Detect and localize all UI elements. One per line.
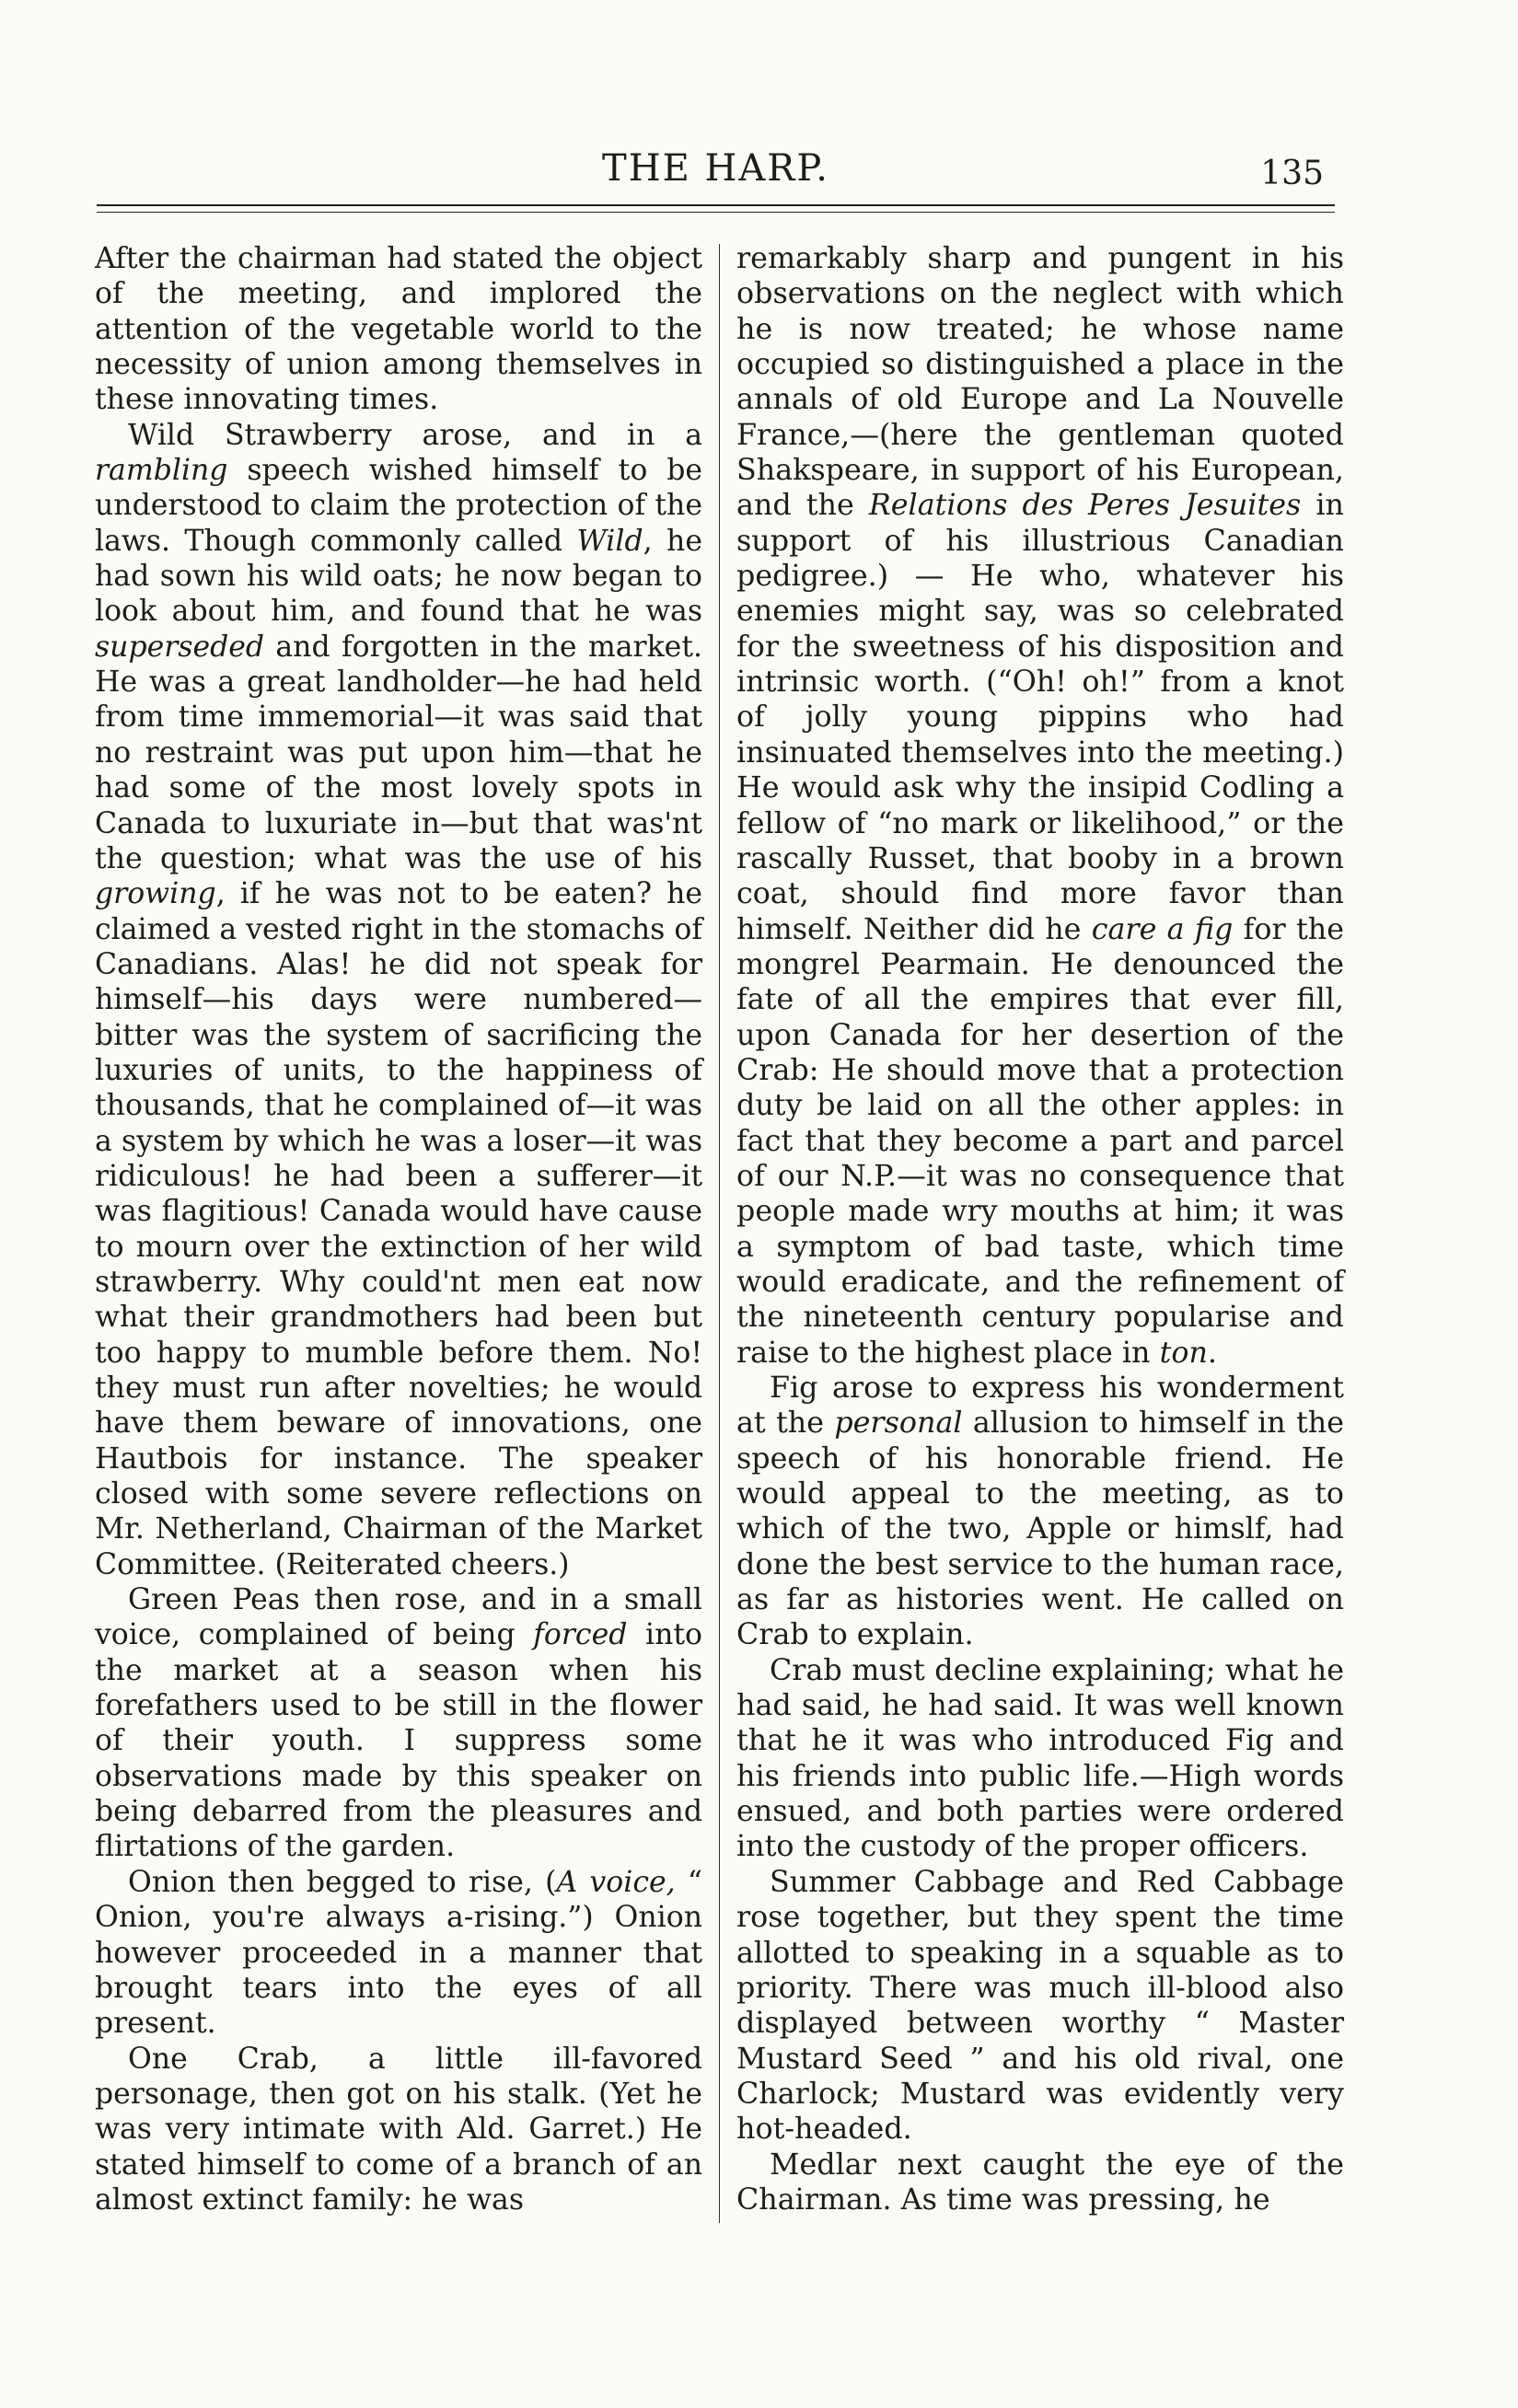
italic-text: ton (1159, 1336, 1208, 1370)
paragraph (736, 1371, 1344, 1653)
text: for the mongrel Pearmain. He denounced the fate of all the empires that ever fill, upon Canada for her desertion of the Crab: He should move that a protection duty be laid on all the other apples: in fact that they become a part and parcel of our N.P.—it was no consequence that people made wry mouths at him; it was a symptom of bad taste, which time would eradicate, and the refinement of the nineteenth century popularise and raise to the highest place in (736, 912, 1344, 1370)
italic-text: forced (533, 1618, 628, 1652)
text: in support of his illustrious Canadian pedigree.) — He who, whatever his enemies might say, was so celebrated for the sweetness of his disposition and intrinsic worth. (“Oh! oh!” from a knot of jolly young pippins who had insinuated themselves into the meeting.) He would ask why the insipid Codling a fellow of “no mark or likelihood,” or the rascally Russet, that booby in a brown coat, should find more favor than himself. Neither did he (736, 489, 1344, 946)
paragraph (95, 1582, 702, 1865)
italic-text: Relations des Peres Jesuites (868, 489, 1302, 523)
italic-text: growing (95, 877, 216, 911)
paragraph (95, 1865, 702, 2042)
header-rule-bottom (97, 212, 1335, 213)
paragraph: One Crab, a little ill-favored personage, then got on his stalk. (Yet he was very intimate with Ald. Garret.) He stated himself to come of a branch of an almost extinct family: he was (95, 2042, 702, 2217)
text: Onion then begged to rise, ( (128, 1865, 557, 1899)
text: remarkably sharp and pungent in his observations on the neglect with which he is now treated; he whose name occupied so distinguished a place in the annals of old Europe and La Nouvelle France,—(here the gentleman quoted Shakspeare, in support of his European, and the (736, 242, 1344, 523)
paragraph (95, 418, 702, 1582)
left-column (95, 241, 702, 2225)
italic-text: rambling (95, 454, 228, 488)
page-title: THE HARP. (602, 147, 829, 190)
text: and forgotten in the market. He was a great landholder—he had held from time immemorial—it was said that no restraint was put upon him—that he had some of the most lovely spots in Canada to luxuriate in—but that was'nt the question; what was the use of his (95, 630, 702, 875)
text: “ Onion, you're always a-rising.”) Onion however proceeded in a manner that brought tears into the eyes of all present. (95, 1865, 702, 2041)
paragraph (736, 241, 1344, 1371)
page-number: 135 (1260, 155, 1324, 192)
text: allusion to himself in the speech of his honorable friend. He would appeal to the meeting, as to which of the two, Apple or himslf, had done the best service to the human race, as far as histories went. He called on Crab to explain. (736, 1407, 1344, 1652)
column-divider (719, 244, 720, 2223)
italic-text: personal (834, 1407, 963, 1441)
paragraph: Crab must decline explaining; what he had said, he had said. It was well known that he it was who introduced Fig and his friends into public life.—High words ensued, and both parties were ordered into the custody of the proper officers. (736, 1653, 1344, 1864)
right-column (736, 241, 1344, 2225)
italic-text: care a fig (1091, 912, 1234, 946)
text: Fig arose to express his wonderment at the (736, 1372, 1344, 1441)
text: , he had sown his wild oats; he now began to look about him, and found that he was (95, 524, 702, 629)
text: into the market at a season when his forefathers used to be still in the flower of their youth. I suppress some observations made by this speaker on being debarred from the pleasures and flirtations of the garden. (95, 1618, 702, 1864)
page-header (97, 147, 1335, 201)
paragraph: After the chairman had stated the object of the meeting, and implored the attention of the vegetable world to the necessity of union among themselves in these innovating times. (95, 242, 702, 417)
italic-text: A voice, (556, 1865, 676, 1899)
text: , if he was not to be eaten? he claimed a vested right in the stomachs of Canadians. Alas! he did not speak for himself—his days were numbered—bitter was the system of sacrificing the luxuries of units, to the happiness of thousands, that he complained of—it was a system by which he was a loser—it was ridiculous! he had been a sufferer—it was flagitious! Canada would have cause to mourn over the extinction of her wild strawberry. Why could'nt men eat now what their grandmothers had been but too happy to mumble before them. No! they must run after novelties; he would have them beware of innovations, one Hautbois for instance. The speaker closed with some severe reflections on Mr. Netherland, Chairman of the Market Committee. (Reiterated cheers.) (95, 877, 702, 1581)
text: speech wished himself to be understood to claim the protection of the laws. Though commonly called (95, 454, 702, 558)
italic-text: Wild (576, 524, 643, 558)
text: Green Peas then rose, and in a small voice, complained of being (95, 1583, 702, 1652)
paragraph: Medlar next caught the eye of the Chairman. As time was pressing, he (736, 2148, 1344, 2217)
italic-text: superseded (95, 630, 265, 664)
text: Wild Strawberry arose, and in a (128, 418, 702, 452)
paragraph: Summer Cabbage and Red Cabbage rose together, but they spent the time allotted to speaking in a squable as to priority. There was much ill-blood also displayed between worthy “ Master Mustard Seed ” and his old rival, one Charlock; Mustard was evidently very hot-headed. (736, 1865, 1344, 2147)
header-rule-top (97, 204, 1335, 206)
text: . (1207, 1336, 1217, 1370)
